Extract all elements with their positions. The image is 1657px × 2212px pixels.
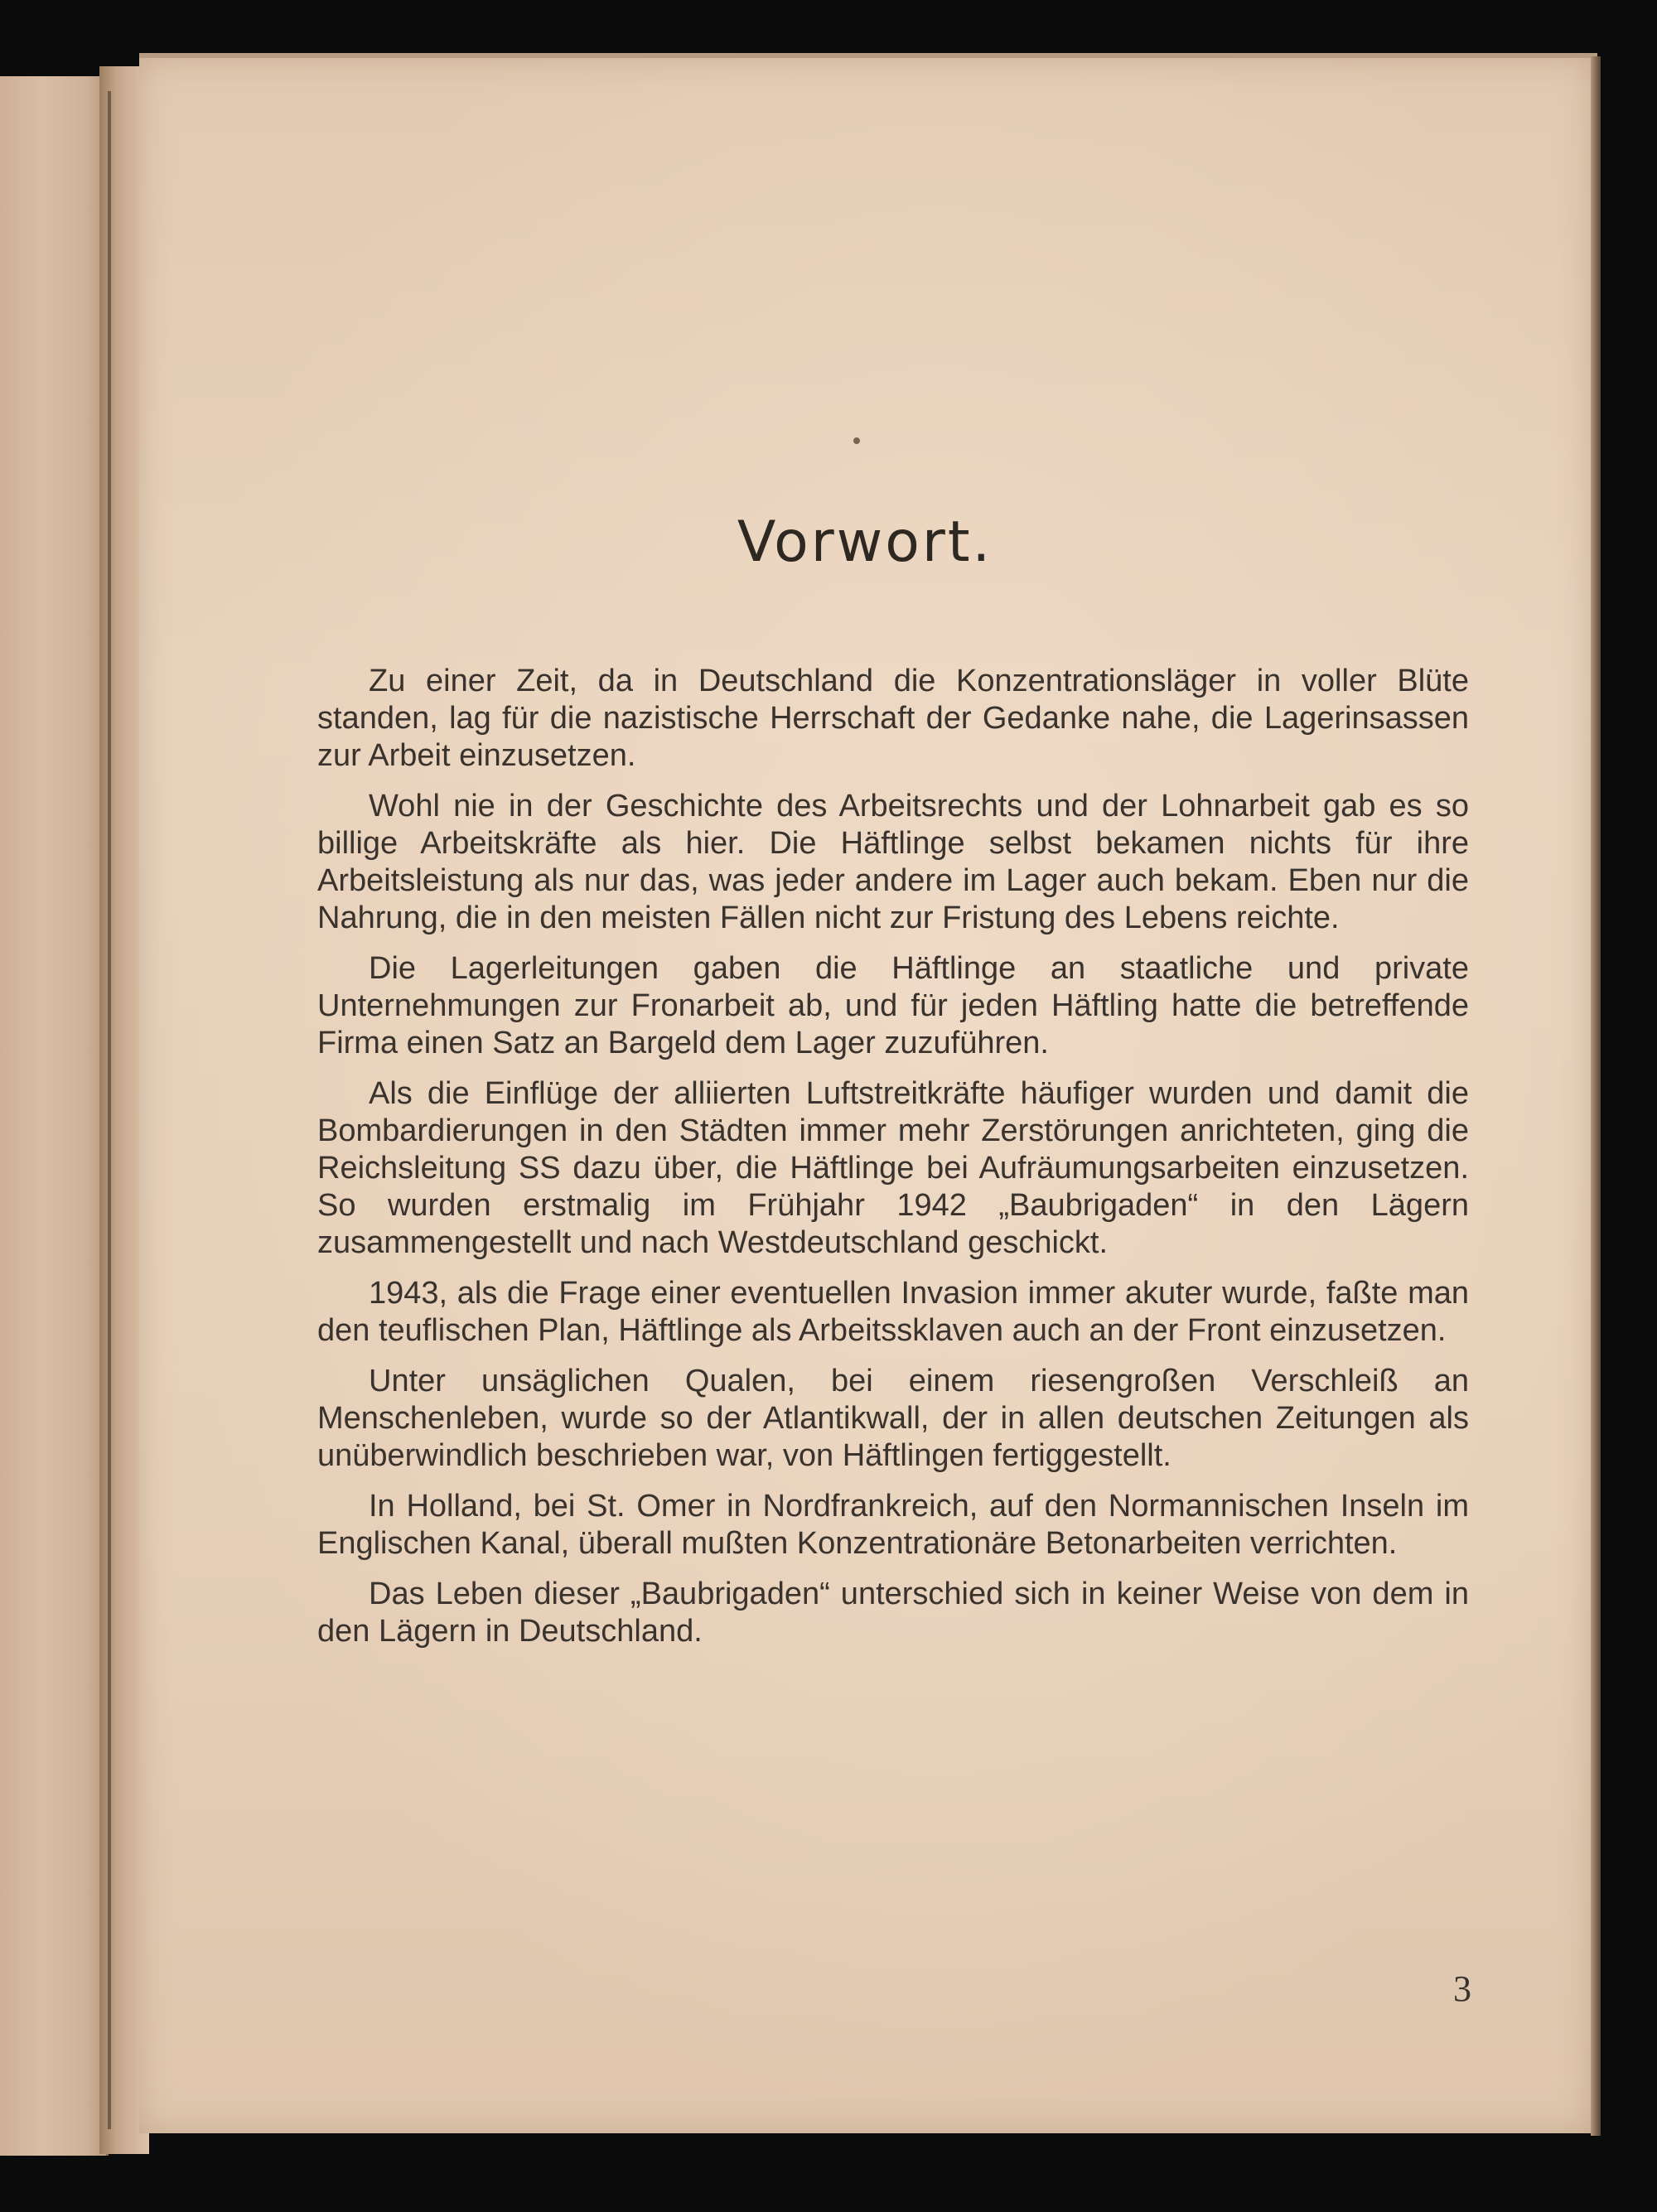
paper-speck [853, 437, 860, 444]
paragraph-7: In Holland, bei St. Omer in Nordfrankreich, auf den Normannischen Inseln im Englischen Kanal, überall mußten Konzentrationäre Betonarbeiten verrichten. [317, 1489, 1469, 1561]
paragraph-6: Unter unsäglichen Qualen, bei einem riesengroßen Verschleiß an Menschenleben, wurde so der Atlantikwall, der in allen deutschen Zeitungen als unüberwindlich beschrieben war, von Häftlingen fertiggestellt. [317, 1364, 1469, 1473]
paragraph-2: Wohl nie in der Geschichte des Arbeitsrechts und der Lohnarbeit gab es so billige Arbeitskräfte als hier. Die Häftlinge selbst bekamen nichts für ihre Arbeitsleistung als nur das, was jeder andere im Lager auch bekam. Eben nur die Nahrung, die in den meisten Fällen nicht zur Fristung des Lebens reichte. [317, 789, 1469, 935]
paragraph-1: Zu einer Zeit, da in Deutschland die Konzentrationsläger in voller Blüte standen, lag für die nazistische Herrschaft der Gedanke nahe, die Lagerinsassen zur Arbeit einzusetzen. [317, 664, 1469, 773]
paragraph-3: Die Lagerleitungen gaben die Häftlinge an staatliche und private Unternehmungen zur Fronarbeit ab, und für jeden Häftling hatte die betreffende Firma einen Satz an Bargeld dem Lager zuzuführen. [317, 951, 1469, 1060]
page-title: Vorwort. [737, 510, 993, 575]
book-page [139, 58, 1591, 2133]
body-text [317, 663, 1469, 1664]
paragraph-8: Das Leben dieser „Baubrigaden“ unterschied sich in keiner Weise von dem in den Lägern in Deutschland. [317, 1577, 1469, 1649]
page-number: 3 [1453, 1968, 1471, 2009]
binding-line [108, 91, 111, 2129]
paragraph-4: Als die Einflüge der alliierten Luftstreitkräfte häufiger wurden und damit die Bombardierungen in den Städten immer mehr Zerstörungen anrichteten, ging die Reichsleitung SS dazu über, die Häftlinge bei Aufräumungsarbeiten einzusetzen. So wurden erstmalig im Frühjahr 1942 „Baubrigaden“ in den Lägern zusammengestellt und nach Westdeutschland geschickt. [317, 1076, 1469, 1260]
paragraph-5: 1943, als die Frage einer eventuellen Invasion immer akuter wurde, faßte man den teuflischen Plan, Häftlinge als Arbeitssklaven auch an der Front einzusetzen. [317, 1276, 1469, 1348]
page-right-edge [1591, 56, 1601, 2136]
facing-page-edge [0, 76, 109, 2156]
